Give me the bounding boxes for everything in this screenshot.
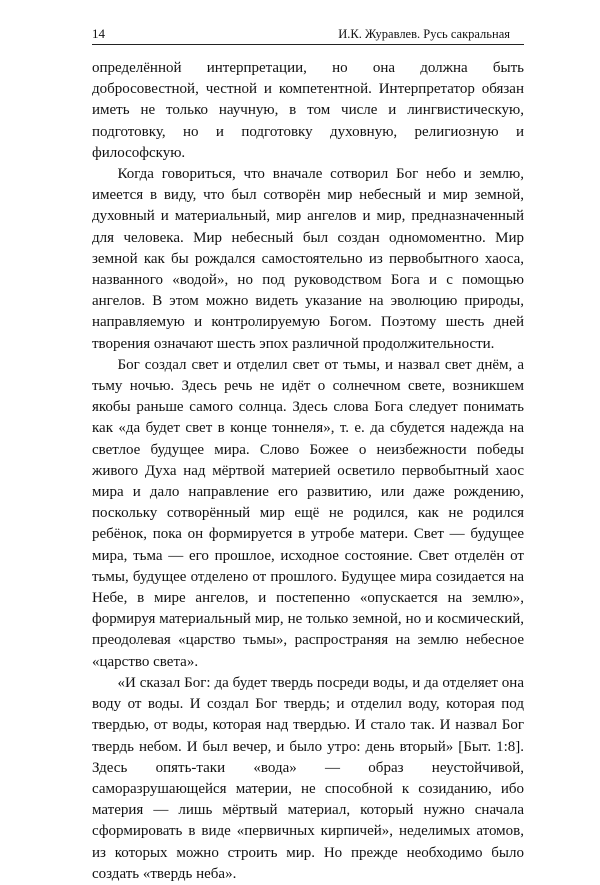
paragraph-creation: Когда говориться, что вначале сотворил Бог небо и землю, имеется в виду, что был сотворён мир небесный и мир земной, духовный и материальный, мир ангелов и мир, предназначенный для человека. Мир небесный был создан одномоментно. Мир земной как бы рождался самостоятельно из первобытного хаоса, названного «водой», но под руководством Бога и с помощью ангелов. В этом можно видеть указание на эволюцию природы, направляемую и контролируемую Богом. Поэтому шесть дней творения означают шесть эпох различной продолжительности. xyxy=(92,166,524,352)
body-text xyxy=(92,58,524,885)
page-number: 14 xyxy=(92,26,105,41)
paragraph-light: Бог создал свет и отделил свет от тьмы, и назвал свет днём, а тьму ночью. Здесь речь не идёт о солнечном свете, возникшем якобы раньше самого солнца. Здесь слова Бога следует понимать как «да будет свет в конце тоннеля», т. е. да сбудется надежда на светлое будущее мира. Слово Божее о неизбежности победы живого Духа над мёртвой материей осветило первобытный хаос мира и дало направление его развитию, или даже рождению, поскольку сотворённый мир ещё не родился, как не родился ребёнок, пока он формируется в утробе матери. Свет — будущее мира, тьма — его прошлое, исходное состояние. Свет отделён от тьмы, будущее отделено от прошлого. Будущее мира созидается на Небе, в мире ангелов, и постепенно «опускается на землю», формируя материальный мир, не только земной, но и космический, преодолевая «царство тьмы», распространяя на землю небесное «царство света». xyxy=(92,356,524,670)
book-title: И.К. Журавлев. Русь сакральная xyxy=(338,27,510,41)
paragraph-continuation: определённой интерпретации, но она должна быть добросовестной, честной и компетентной. Интерпретатор обязан иметь не только научную, в том числе и лингвистическую, подготовку, но и подготовку духовную, религиозную и философскую. xyxy=(92,60,524,161)
running-header xyxy=(92,24,524,45)
paragraph-firmament: «И сказал Бог: да будет твердь посреди воды, и да отделяет она воду от воды. И создал Бог твердь; и отделил воду, которая под твердью, от воды, которая над твердью. И стало так. И назвал Бог твердь небом. И был вечер, и было утро: день вторый» [Быт. 1:8]. Здесь опять-таки «вода» — образ неустойчивой, саморазрушающейся материи, не способной к созиданию, ибо материя — лишь мёртвый материал, который нужно сначала сформировать в виде «первичных кирпичей», неделимых атомов, из которых можно строить мир. Но прежде необходимо было создать «твердь неба». xyxy=(92,674,524,882)
